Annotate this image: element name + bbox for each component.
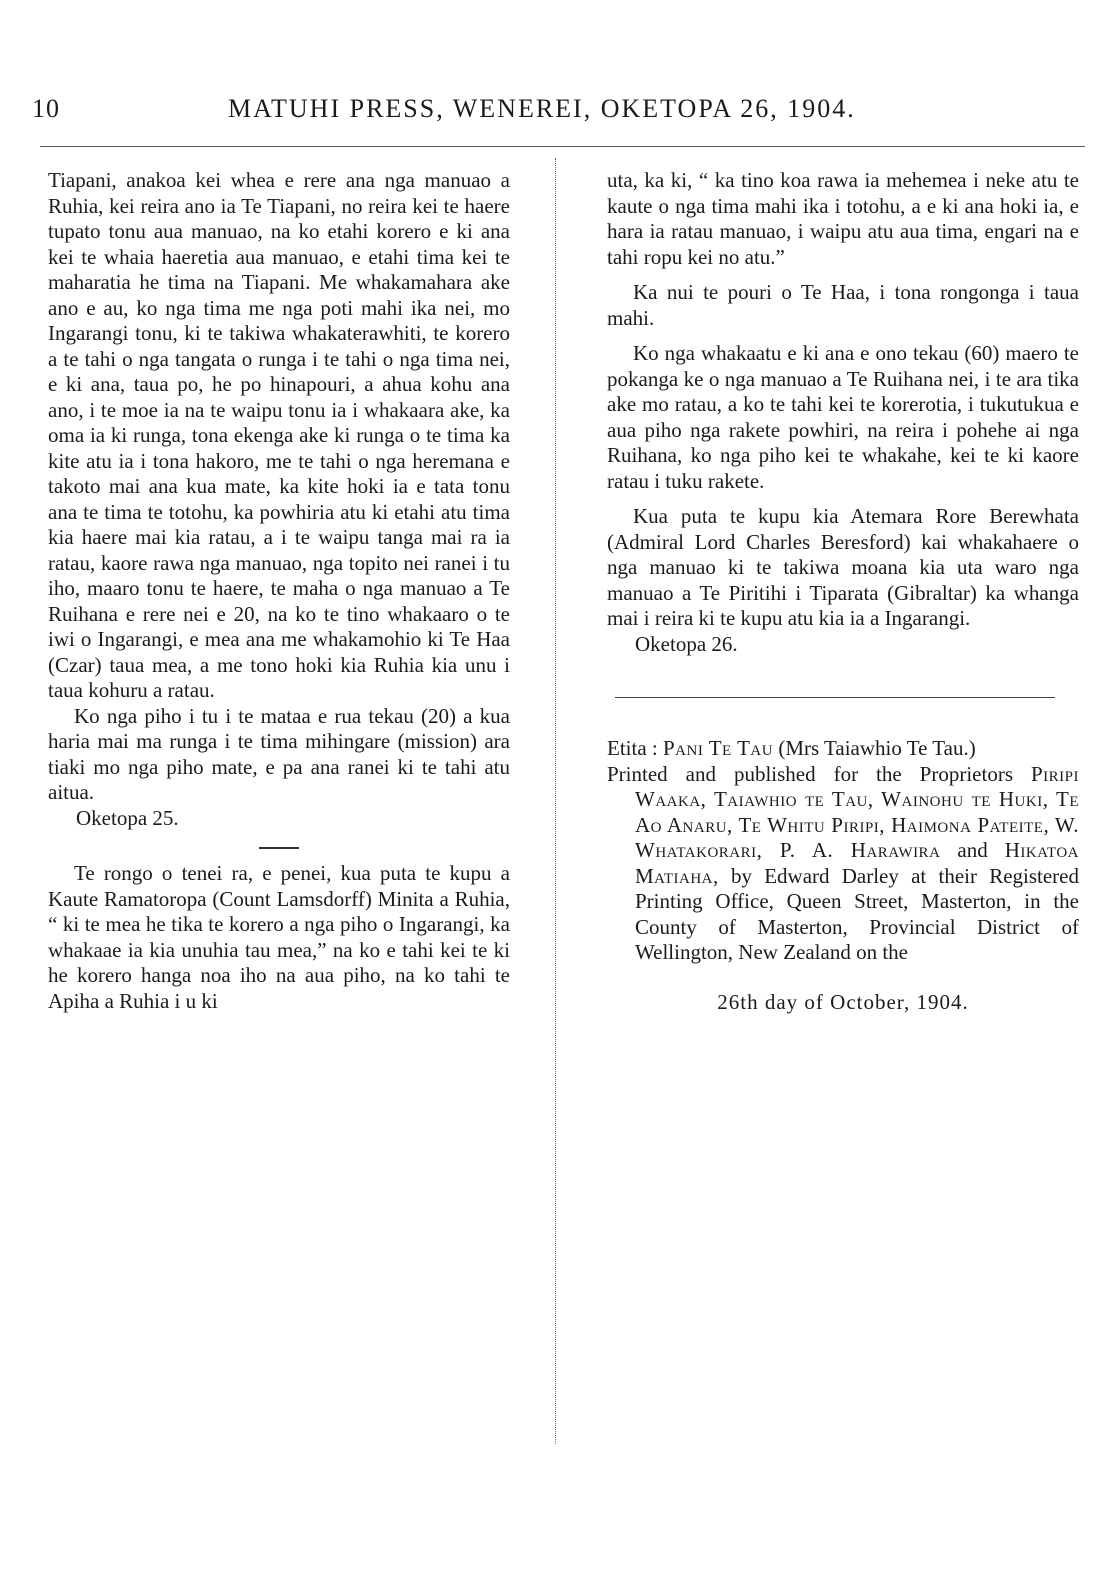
article-paragraph: Ko nga piho i tu i te mataa e rua tekau (20) a kua haria mai ma runga i te tima mihingare (mission) ara tiaki mo nga piho mate, e pa ana ranei ki te tahi atu aitua. [48,703,510,804]
editor-line [607,736,1079,762]
proprietor-last: Hikatoa Matiaha, [635,838,1079,888]
article-paragraph: Ko nga whakaatu e ki ana e ono tekau (60) maero te pokanga ke o nga manuao a Te Ruihana nei, i te ara tika ake mo ratau, a ko te tahi kei te korerotia, i tukutukua e aua piho nga rakete powhiri, na reira i pohehe ai nga Ruihana, ko nga piho kei te whakahe, kei te ki kaore ratau i tuku rakete. [607,341,1079,493]
proprietors-list: Piripi Waaka, Taiawhio te Tau, Wainohu te Huki, Te Ao Anaru, Te Whitu Piripi, Haimona Pateite, W. Whatakorari, P. A. Harawira [635,761,1080,862]
page-header [0,94,1114,130]
section-divider [259,847,299,849]
left-column [48,168,510,1014]
article-paragraph: Te rongo o tenei ra, e penei, kua puta te kupu a Kaute Ramatoropa (Count Lamsdorff) Minita a Ruhia, “ ki te mea he tika te korero a nga piho o Ingarangi, ka whakaae ia kia unuhia tau mea,” na ko e tahi kei te ki he korero hanga noa iho na aua piho, na ko tahi te Apiha a Ruhia i u ki [48,861,510,1013]
editor-name: Pani Te Tau [663,736,774,760]
imprint-end: by Edward Darley at their Registered Printing Office, Queen Street, Masterton, in the County of Masterton, Provincial District of Wellington, New Zealand on the [635,863,1080,964]
imprint-start: Printed and published for the Proprietors [607,761,1014,786]
article-paragraph: Ka nui te pouri o Te Haa, i tona rongonga i taua mahi. [607,280,1079,330]
section-divider [615,697,1055,698]
editor-alias: (Mrs Taiawhio Te Tau.) [778,736,976,760]
dateline: Oketopa 26. [635,631,738,656]
page-number: 10 [32,94,60,123]
masthead: MATUHI PRESS, WENEREI, OKETOPA 26, 1904. [228,94,856,123]
closing-date: 26th day of October, 1904. [717,989,969,1014]
imprint-and: and [957,838,988,862]
editor-label: Etita : [607,736,658,760]
article-paragraph: uta, ka ki, “ ka tino koa rawa ia mehemea i neke atu te kaute o nga tima mahi ika i totohu, a e ki ana hoki ia, e hara ia ratau manuao, i waipu atu aua tima, engari na e tahi ropu kei no atu.” [607,168,1079,269]
imprint [607,762,1079,966]
right-column [607,168,1079,1036]
article-paragraph: Kua puta te kupu kia Atemara Rore Berewhata (Admiral Lord Charles Beresford) kai whakahaere o nga manuao ki te takiwa moana kia uta waro nga manuao a Te Piritihi i Tiparata (Gibraltar) ka whanga mai i reira ki te kupu atu kia ia a Ingarangi. [607,504,1079,630]
header-rule [40,146,1085,147]
article-paragraph: Tiapani, anakoa kei whea e rere ana nga manuao a Ruhia, kei reira ano ia Te Tiapani, no reira kei te haere tupato tonu aua manuao, na ko etahi korero e ki ana kei te whaia haeretia aua manuao, e etahi tima kei te maharatia he tima na Tiapani. Me whakamahara ake ano e au, ko nga tima me nga poti mahi ika nei, mo Ingarangi tonu, ki te takiwa whakaterawhiti, te korero a te tahi o nga tangata o runga i te tahi o nga tima nei, e ki ana, taua po, he po hinapouri, a ahua kohu ana ano, i te moe ia na te waipu tonu ia i whakaara ake, ka oma ia ki runga, tona ekenga ake ki runga o te tima ka kite atu ia i tona hakoro, me te tahi o nga heremana e takoto mai ana kua mate, ka kite hoki ia e tata tonu ana te tima te totohu, ka powhiria atu ki etahi atu tima kia haere mai kia ratau, a i te waipu tanga mai ra ia ratau, kaore rawa nga manuao, nga topito nei ranei i tu iho, maaro tonu te haere, te maha o nga manuao a Te Ruihana e rere nei e 20, na ko te tino whakaaro o te iwi o Ingarangi, e mea ana me whakamohio ki Te Haa (Czar) taua mea, a me tono hoki kia Ruhia kia unu i taua kohuru a ratau. [48,168,510,702]
dateline: Oketopa 25. [76,805,179,830]
column-divider [555,158,556,1444]
